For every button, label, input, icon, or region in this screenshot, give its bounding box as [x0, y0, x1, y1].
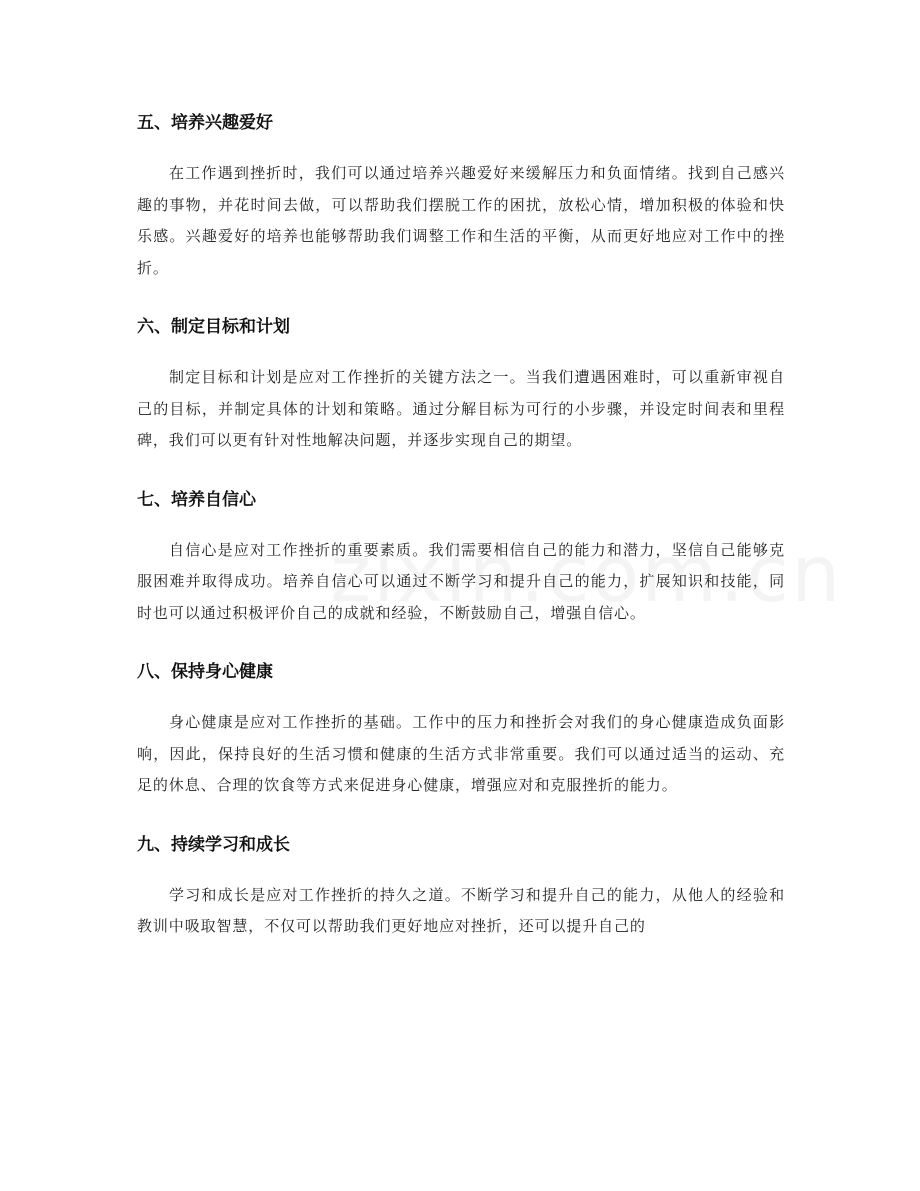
section-7 — [137, 484, 785, 630]
section-heading: 九、持续学习和成长 — [137, 834, 290, 855]
section-5 — [137, 107, 785, 284]
section-paragraph: 学习和成长是应对工作挫折的持久之道。不断学习和提升自己的能力，从他人的经验和教训中吸取智慧，不仅可以帮助我们更好地应对挫折，还可以提升自己的 — [137, 885, 785, 935]
section-9 — [137, 829, 785, 943]
section-heading: 五、培养兴趣爱好 — [137, 113, 273, 133]
section-paragraph: 自信心是应对工作挫折的重要素质。我们需要相信自己的能力和潜力，坚信自己能够克服困难并取得成功。培养自信心可以通过不断学习和提升自己的能力，扩展知识和技能，同时也可以通过积极评价自己的成就和经验，不断鼓励自己，增强自信心。 — [137, 540, 785, 622]
section-paragraph: 制定目标和计划是应对工作挫折的关键方法之一。当我们遭遇困难时，可以重新审视自己的目标，并制定具体的计划和策略。通过分解目标为可行的小步骤，并设定时间表和里程碑，我们可以更有针对性地解决问题，并逐步实现自己的期望。 — [137, 368, 785, 449]
section-paragraph: 身心健康是应对工作挫折的基础。工作中的压力和挫折会对我们的身心健康造成负面影响，因此，保持良好的生活习惯和健康的生活方式非常重要。我们可以通过适当的运动、充足的休息、合理的饮食等方式来促进身心健康，增强应对和克服挫折的能力。 — [137, 713, 785, 794]
document-content — [137, 107, 785, 970]
section-heading: 八、保持身心健康 — [137, 662, 273, 682]
section-8 — [137, 656, 785, 802]
section-paragraph: 在工作遇到挫折时，我们可以通过培养兴趣爱好来缓解压力和负面情绪。找到自己感兴趣的事物，并花时间去做，可以帮助我们摆脱工作的困扰，放松心情，增加积极的体验和快乐感。兴趣爱好的培养也能够帮助我们调整工作和生活的平衡，从而更好地应对工作中的挫折。 — [137, 164, 785, 277]
section-6 — [137, 311, 785, 457]
section-heading: 七、培养自信心 — [137, 489, 256, 510]
section-heading: 六、制定目标和计划 — [137, 317, 290, 337]
